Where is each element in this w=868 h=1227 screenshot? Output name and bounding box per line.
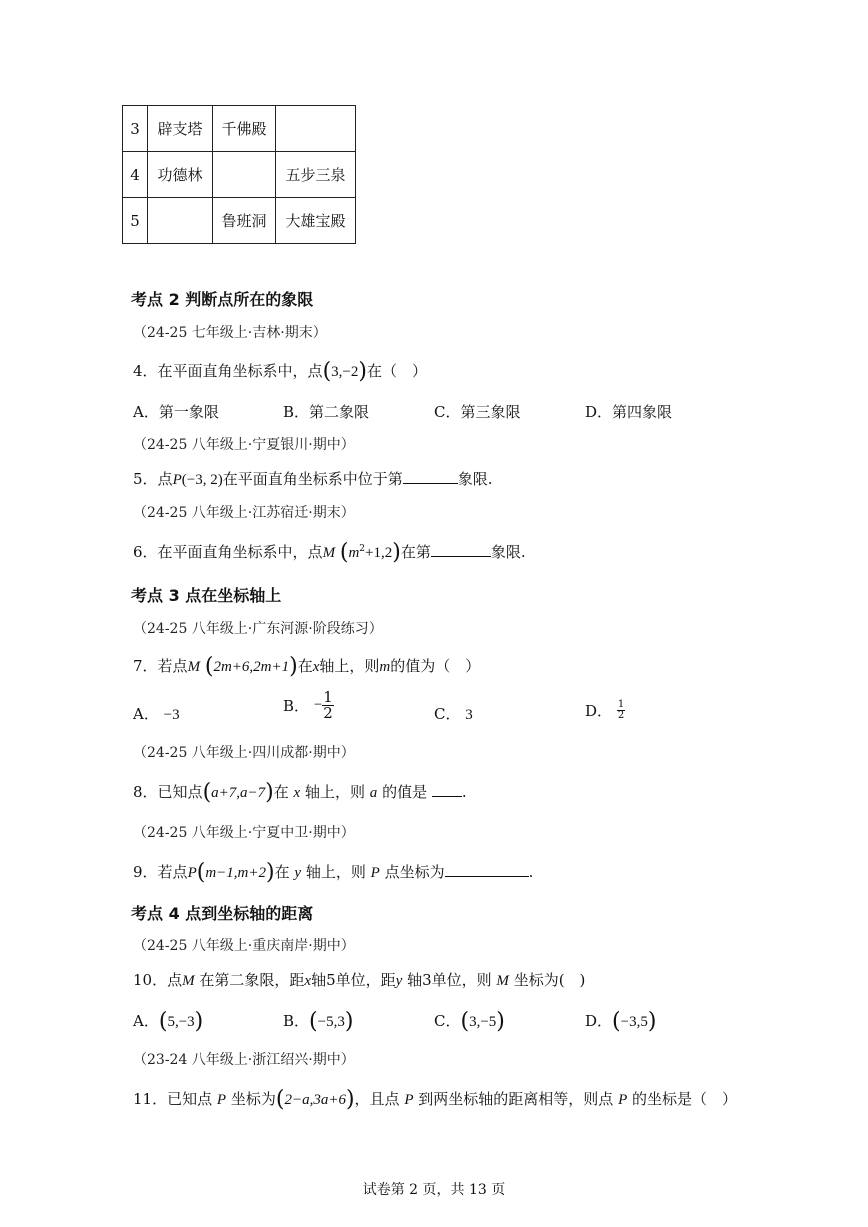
question-source-9: （24-25 八年级上·宁夏中卫·期中） xyxy=(133,825,355,841)
q7-option-c: C． 3 xyxy=(434,705,473,723)
question-11: 11．已知点 P 坐标为(2−a,3a+6)，且点 P 到两坐标轴的距离相等，则点 P 的坐标是（ ） xyxy=(133,1087,738,1112)
section-title-4: 考点 4 点到坐标轴的距离 xyxy=(131,904,314,923)
q7-option-a: A． −3 xyxy=(133,705,180,723)
table-row xyxy=(123,106,356,152)
table-cell: 大雄宝殿 xyxy=(276,198,356,244)
q10-option-c: C．(3,−5) xyxy=(434,1009,505,1034)
table-cell: 4 xyxy=(123,152,148,198)
question-source-8: （24-25 八年级上·四川成都·期中） xyxy=(133,745,355,761)
table-row xyxy=(123,198,356,244)
answer-blank xyxy=(431,542,491,557)
q10-option-d: D．(−3,5) xyxy=(585,1009,657,1034)
question-8: 8．已知点(a+7,a−7)在 x 轴上，则 a 的值是 . xyxy=(133,780,467,805)
question-7: 7．若点M (2m+6,2m+1)在x轴上，则m的值为（ ） xyxy=(133,654,481,679)
table-cell: 鲁班洞 xyxy=(213,198,276,244)
point-coords: (−3, 2) xyxy=(181,472,223,488)
question-9: 9．若点P(m−1,m+2)在 y 轴上，则 P 点坐标为 . xyxy=(133,860,534,885)
section-title-3: 考点 3 点在坐标轴上 xyxy=(131,586,282,605)
question-5: 5．点P(−3, 2)在平面直角坐标系中位于第 象限. xyxy=(133,470,493,488)
question-source-11: （23-24 八年级上·浙江绍兴·期中） xyxy=(133,1052,355,1068)
scenic-spot-table xyxy=(122,105,356,244)
table-cell xyxy=(213,152,276,198)
q7-option-d: D． $\frac{1}{2}$ xyxy=(585,699,625,721)
question-text-tail: 在（ ） xyxy=(366,362,427,380)
question-source-6: （24-25 八年级上·江苏宿迁·期末） xyxy=(133,505,355,521)
question-source-4: （24-25 七年级上·吉林·期末） xyxy=(133,325,327,341)
question-source-10: （24-25 八年级上·重庆南岸·期中） xyxy=(133,938,355,954)
question-4: 4．在平面直角坐标系中，点(3,−2)在（ ） xyxy=(133,359,427,384)
section-title-2: 考点 2 判断点所在的象限 xyxy=(131,290,314,309)
question-source-7: （24-25 八年级上·广东河源·阶段练习） xyxy=(133,621,383,637)
table-cell xyxy=(148,198,213,244)
table-cell: 辟支塔 xyxy=(148,106,213,152)
table-cell xyxy=(276,106,356,152)
question-source-5: （24-25 八年级上·宁夏银川·期中） xyxy=(133,437,355,453)
q4-option-a: A．第一象限 xyxy=(133,403,219,421)
table-cell: 5 xyxy=(123,198,148,244)
q4-option-d: D．第四象限 xyxy=(585,403,673,421)
answer-blank xyxy=(403,469,458,484)
question-6: 6．在平面直角坐标系中，点M $(m^2+1,2)$在第 象限. xyxy=(133,540,526,565)
q4-option-b: B．第二象限 xyxy=(283,403,370,421)
table-cell: 功德林 xyxy=(148,152,213,198)
page-footer: 试卷第 2 页，共 13 页 xyxy=(362,1182,506,1198)
answer-blank xyxy=(432,782,462,797)
question-number: 4． xyxy=(133,362,158,380)
q7-option-b: B． − $\frac{1}{2}$ xyxy=(283,688,333,722)
q4-option-c: C．第三象限 xyxy=(434,403,521,421)
table-cell: 千佛殿 xyxy=(213,106,276,152)
table-row xyxy=(123,152,356,198)
question-text: 在平面直角坐标系中，点 xyxy=(157,362,323,380)
point-name: P xyxy=(172,472,182,488)
q10-option-a: A．(5,−3) xyxy=(133,1009,204,1034)
table-cell: 3 xyxy=(123,106,148,152)
table-cell: 五步三泉 xyxy=(276,152,356,198)
point-coords: 3,−2 xyxy=(331,364,359,380)
q10-option-b: B．(−5,3) xyxy=(283,1009,354,1034)
answer-blank xyxy=(445,862,529,877)
question-10: 10．点M 在第二象限，距x轴5单位，距y 轴3单位，则 M 坐标为( ) xyxy=(133,971,586,989)
